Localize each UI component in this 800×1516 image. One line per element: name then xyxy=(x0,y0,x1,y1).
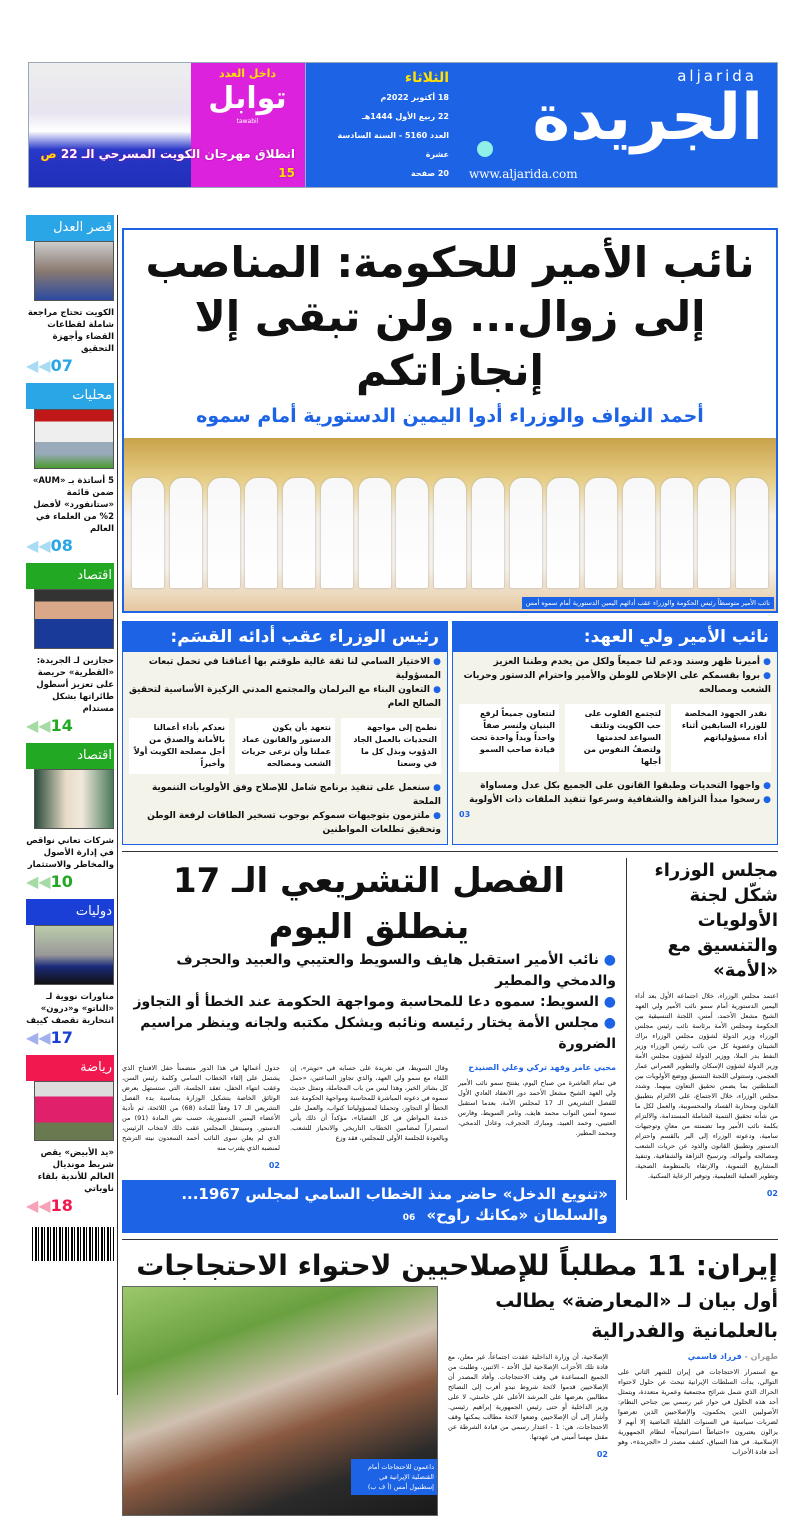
bullet: ● بروا بقسمكم على الإخلاص للوطن والأمير واحترام الدستور وحريات الشعب ومصالحه xyxy=(459,669,771,697)
parliament-story xyxy=(122,858,626,1233)
lead-headline-line1[interactable]: نائب الأمير للحكومة: المناصب xyxy=(145,238,755,287)
date-hijri: 22 ربيع الأول 1444هـ xyxy=(362,112,449,121)
photo-figures xyxy=(132,478,768,588)
sidebar-teaser[interactable] xyxy=(26,383,114,555)
section-label: اقتصاد xyxy=(26,563,114,589)
bullet: ● نائب الأمير استقبل هايف والسويط والعتيبي والعبيد والحجرف والدمخي والمطير xyxy=(122,950,616,992)
arrows-icon: ◀◀ xyxy=(26,536,51,555)
bullet: ● أميرنا ظهر وسند ودعم لنا جميعاً ولكل من يخدم وطننا العزيز xyxy=(459,655,771,669)
sidebar-teaser[interactable] xyxy=(26,215,114,375)
bullet: ● سنعمل على تنفيذ برنامج شامل للإصلاح وفق الأولويات التنموية الملحة xyxy=(129,781,441,809)
quote: لتجتمع القلوب على حب الكويت وتلتف السواعد لخدمتها ولتصفُ النفوس من أجلها xyxy=(565,704,665,772)
page-ref[interactable] xyxy=(26,357,114,375)
sidebar-teaser[interactable] xyxy=(26,563,114,735)
masthead xyxy=(28,62,778,197)
page-ref[interactable] xyxy=(26,717,114,735)
crown-prince-box xyxy=(452,621,778,845)
cabinet-body: اعتمد مجلس الوزراء، خلال اجتماعه الأول بعد أداء اليمين الدستورية أمام سمو نائب الأمير ولي العهد الشيخ مشعل الأحمد، أمس، اللجنة التنسيقية بين الحكومة ومجلس الأمة برئاسة نائب رئيس مجلس الوزراء وزير الدولة لشؤون مجلس الوزراء براك الشيتان وعضوية كل من نائب رئيس الوزراء وزير النفط بدر الملا، ووزير الدولة لشؤون مجلس الأمة وزير الدولة لشؤون الإسكان والتطوير العمراني عمار العجمي، وستتولى اللجنة التنسيق ووضع الأولويات بين السلطتين بما يضمن تحقيق التعاون بينهما. وشدد مجلس الوزراء، خلال الاجتماع، على الالتزام بتطبيق القانون ومحاربة الفساد والمحسوبية، والعمل لكل ما من شأنه تحقيق التنمية الشاملة المستدامة، والالتزام بكلمة نائب الأمير وما تضمنته من معانٍ وتوجيهات سامية، ودعوته الوزراء إلى البر بالقسم واحترام الدستور وتطبيق القانون والذود عن حريات الشعب ومصالحه وأمواله، وترسيخ النزاهة والشفافية، وتنفيذ المشاريع التنموية، والارتقاء بالمنظومة الصحية، وتطوير العملية التعليمية، وتوفير الرعاية السكنية. xyxy=(635,992,778,1180)
inside-caption-text: انطلاق مهرجان الكويت المسرحي الـ 22 xyxy=(60,147,295,161)
barcode xyxy=(32,1227,114,1261)
cabinet-headline[interactable]: مجلس الوزراء شكّل لجنة الأولويات والتنسيق مع «الأمة» xyxy=(654,860,778,981)
tawabil-latin: tawabil xyxy=(236,118,259,125)
bullet: ● مجلس الأمة يختار رئيسه ونائبه ويشكل مكتبه ولجانه وينظر مراسيم الضرورة xyxy=(122,1013,616,1055)
parliament-section xyxy=(122,858,778,1233)
photo-caption: داعمون للاحتجاجات أمام القنصلية الإيرانية في إسطنبول أمس (أ ف ب) xyxy=(351,1459,437,1495)
teaser-headline: الكويت تحتاج مراجعة شاملة لقطاعات القضاء وأجهزة التحقيق xyxy=(27,308,114,354)
iran-headline[interactable]: إيران: 11 مطلباً للإصلاحيين لاحتواء الاحتجاجات xyxy=(136,1249,778,1282)
bullet: ● السويط: سموه دعا للمحاسبة ومواجهة الحكومة عند الخطأ أو التجاوز xyxy=(122,992,616,1013)
page-number: 08 xyxy=(50,536,73,555)
sidebar-teaser[interactable] xyxy=(26,899,114,1047)
arrows-icon: ◀◀ xyxy=(26,872,51,891)
box-title: نائب الأمير ولي العهد: xyxy=(453,622,777,652)
banner-text: «تنويع الدخل» حاضر منذ الخطاب السامي لمجلس 1967... والسلطان «مكانك راوح» xyxy=(181,1185,608,1224)
logo-dot-icon xyxy=(477,141,493,157)
teaser-photo xyxy=(34,241,114,301)
section-label: اقتصاد xyxy=(26,743,114,769)
teaser-photo xyxy=(34,769,114,829)
page-number: 18 xyxy=(50,1196,73,1215)
lead-headline-line2[interactable]: إلى زوال... ولن تبقى إلا إنجازاتكم xyxy=(194,292,706,395)
iran-protest-photo xyxy=(122,1286,438,1516)
quote: لنتعاون جميعاً لرفع البنيان ولنسر صفاً واحداً ويداً واحدة تحت قيادة صاحب السمو xyxy=(459,704,559,772)
byline-city: طهران - xyxy=(744,1352,778,1361)
sidebar xyxy=(26,215,114,1261)
issue-day: الثلاثاء xyxy=(404,70,449,86)
iran-subhead: أول بيان لـ «المعارضة» يطالب بالعلمانية والفدرالية xyxy=(495,1290,778,1342)
article-column: وقال السويط، في تغريدة على حسابه في «تويتر»، إن اللقاء مع سمو ولي العهد، والذي تجاوز الساعتين، «حمل كل بشائر الخير، وهذا ليس من باب المجاملة، وتمثل حديث سموه في دعوته المباشرة للمحاسبة ومواجهة الحكومة عند الخطأ أو التجاوز، وتحملنا لمسؤولياتنا كنواب، والعمل على خدمة المواطن في كل القضايا»، مؤكداً أن ذلك يأتي استمراراً لمضامين الخطاب التاريخي والانحياز للشعب. وبالعودة للجلسة الأولى للمجلس، فقد وزع xyxy=(290,1064,448,1142)
page-ref[interactable] xyxy=(26,537,114,555)
divider xyxy=(117,215,118,1395)
page-ref[interactable]: 02 xyxy=(766,1189,778,1198)
page-number: 07 xyxy=(50,356,73,375)
page-ref: 06 xyxy=(402,1213,416,1223)
income-banner[interactable] xyxy=(122,1180,616,1233)
tawabil-brand: توابل xyxy=(208,81,287,116)
bullet: ● الاختيار السامي لنا ثقة غالية طوقتم بها أعناقنا في تحمل تبعات المسؤولية xyxy=(129,655,441,683)
issue-info xyxy=(305,63,455,197)
teaser-photo xyxy=(34,409,114,469)
page-number: 14 xyxy=(50,716,73,735)
lead-subhead: أحمد النواف والوزراء أدوا اليمين الدستورية أمام سموه xyxy=(196,405,704,427)
teaser-photo xyxy=(34,589,114,649)
page-ref[interactable]: 03 xyxy=(459,810,471,819)
teaser-headline: مناورات نووية لـ «الناتو» و«درون» انتحارية تقصف كييف xyxy=(26,992,114,1026)
page-ref[interactable]: 02 xyxy=(268,1161,280,1170)
arrows-icon: ◀◀ xyxy=(26,716,51,735)
bullet: ● ملتزمون بتوجيهات سموكم بوجوب تسخير الطاقات لرفعة الوطن وتحقيق تطلعات المواطنين xyxy=(129,809,441,837)
logo-latin: aljarida xyxy=(677,67,757,85)
main-column xyxy=(122,228,778,1516)
page-ref[interactable]: 02 xyxy=(596,1450,608,1459)
box-title: رئيس الوزراء عقب أدائه القسَم: xyxy=(123,622,447,652)
iran-story xyxy=(448,1286,778,1461)
logo-arabic: الجريدة xyxy=(532,81,763,155)
section-label: دوليات xyxy=(26,899,114,925)
quote: نتعهد بأن يكون الدستور والقانون عماد عملنا وأن نرعى حريات الشعب ومصالحه xyxy=(235,718,335,774)
bullet: ● رسخوا مبدأ النزاهة والشفافية وسرعوا تنفيذ الملفات ذات الأولوية xyxy=(459,793,771,807)
section-label: محليات xyxy=(26,383,114,409)
sidebar-teaser[interactable] xyxy=(26,1055,114,1215)
website-url[interactable]: www.aljarida.com xyxy=(469,167,578,181)
quote: نقدر الجهود المخلصة للوزراء السابقين أثناء أداء مسؤولياتهم xyxy=(671,704,771,772)
section-label: قصر العدل xyxy=(26,215,114,241)
lead-story xyxy=(122,228,778,438)
inside-label: داخل العدد xyxy=(218,67,277,80)
article-column: في تمام العاشرة من صباح اليوم، يفتتح سمو نائب الأمير ولي العهد الشيخ مشعل الأحمد دور الانعقاد العادي الأول للفصل التشريعي الـ 17 لمجلس الأمة، بعدما استقبل سموه أمس النواب محمد هايف، وثامر السويط، وفارس العتيبي، وحمد العبيد، ومبارك الحجرف، وعادل الدمخي، ومحمد المطير. xyxy=(458,1079,616,1137)
cabinet-story xyxy=(626,858,778,1200)
parliament-bullets xyxy=(122,950,616,1055)
article-column: جدول أعمالها في هذا الدور متضمناً حفل الافتتاح الذي يشتمل على إلقاء الخطاب السامي وكلمة رئيس السن، وعقب انتهاء الحفل، تعقد الجلسة، التي ستستهل بعرض الوثائق الخاصة بتشكيل الوزارة بمناسبة بدء الفصل التشريعي الـ 17 وفقاً للمادة (68) من اللائحة، ثم تأدية الأعضاء اليمين الدستورية، حسب نص المادة (91) من الدستور. وسينتقل المجلس عقب ذلك لانتخاب الرئيس، الذي لم يعلن سوى النائب أحمد السعدون نيته الترشح لمنصبه الذي يقترب منه xyxy=(122,1064,280,1152)
lead-photo xyxy=(122,438,778,613)
issue-number: العدد 5160 - السنة السادسة عشرة xyxy=(337,131,449,159)
date-gregorian: 18 أكتوبر 2022م xyxy=(380,93,449,102)
quote: نعدكم بأداء أعمالنا بالأمانة والصدق من أجل مصلحة الكويت أولاً وأخيراً xyxy=(129,718,229,774)
parliament-headline[interactable]: الفصل التشريعي الـ 17 ينطلق اليوم xyxy=(172,861,566,947)
divider xyxy=(122,1239,778,1240)
quote: نطمح إلى مواجهة التحديات بالعمل الجاد الدؤوب وبذل كل ما في وسعنا xyxy=(341,718,441,774)
bullet: ● التعاون البناء مع البرلمان والمجتمع المدني الركيزة الأساسية لتحقيق الصالح العام xyxy=(129,683,441,711)
page-ref[interactable] xyxy=(26,873,114,891)
section-label: رياضة xyxy=(26,1055,114,1081)
sidebar-teaser[interactable] xyxy=(26,743,114,891)
page-number: 17 xyxy=(50,1028,73,1047)
arrows-icon: ◀◀ xyxy=(26,1196,51,1215)
article-column: مع استمرار الاحتجاجات في إيران للشهر الثاني على التوالي، بدأت السلطات الإيرانية تبحث عن حلول لاحتواء الحراك الذي شمل شرائح مجتمعية وعمرية متعددة، ويتمثل أحد هذه الحلول في حوار غير رسمي بين جناحي النظام: الأصوليين الذين يحكمون، والإصلاحيين الذين تعرضوا لضربات سياسية في السنوات القليلة الماضية إلا أنهم لا يزالون يعتبرون «احتياطاً استراتيجياً» لنظام الجمهورية الإسلامية. في هذا السياق، كشف مصدر لـ «الجريدة»، وهو أحد قادة الأحزاب xyxy=(618,1368,778,1456)
article-column: الإصلاحية، أن وزارة الداخلية عقدت اجتماعاً، غير معلن، مع قادة تلك الأحزاب الإصلاحية ليل الأحد - الاثنين، وطلبت من الجميع المساعدة في وقف الاحتجاجات. وأفاد المصدر أن الإصلاحيين قدموا لائحة شروط تبدو أقرب إلى النصائح مطالبين بعرضها على المرشد الأعلى علي خامنئي، لا على وزير الداخلية أو حتى رئيس الجمهورية إبراهيم رئيسي. وأشار إلى أن الإصلاحيين وضعوا لائحة مطالب يمكنها وقف الاحتجاجات، هي: 1 - اعتذار رسمي من قيادة الشرطة عن مقتل مهسا أميني في عهدتها. xyxy=(448,1353,608,1441)
lead-photo-caption: نائب الأمير متوسطاً رئيس الحكومة والوزراء عقب أدائهم اليمين الدستورية أمام سموه أمس xyxy=(522,597,774,609)
inside-promo-caption[interactable] xyxy=(29,145,299,183)
teaser-photo xyxy=(34,925,114,985)
quote-boxes xyxy=(122,621,778,845)
divider xyxy=(122,851,778,852)
teaser-headline: «يد الأبيض» يقص شريط مونديال العالم للأندية بلقاء ناوباتي xyxy=(37,1148,114,1194)
arrows-icon: ◀◀ xyxy=(26,1028,51,1047)
price: السعر 100 فلس xyxy=(383,188,449,197)
bullet: ● واجهوا التحديات وطبقوا القانون على الجميع بكل عدل ومساواة xyxy=(459,779,771,793)
arrows-icon: ◀◀ xyxy=(26,356,51,375)
page-ref[interactable] xyxy=(26,1197,114,1215)
teaser-headline: حجازين لـ الجريدة: «القطرية» حريصة على تعزيز أسطول طائراتها بشكل مستدام xyxy=(36,656,114,714)
byline-name: فرزاد قاسمي xyxy=(687,1352,742,1361)
logo[interactable] xyxy=(455,63,777,187)
inside-page: ص 15 xyxy=(40,147,295,180)
byline: محيي عامر وفهد تركي وعلي الصنيدح xyxy=(468,1063,616,1072)
teaser-headline: 5 أساتذة بـ «AUM» ضمن قائمة «ستانفورد» لأفضل 2% من العلماء في العالم xyxy=(32,476,114,534)
prime-minister-box xyxy=(122,621,448,845)
parliament-body xyxy=(122,1063,616,1172)
page-count: 20 صفحة xyxy=(410,169,449,178)
teaser-headline: شركات تعاني نواقص في إدارة الأصول والمخاطر والاستثمار xyxy=(26,836,114,870)
page-number: 10 xyxy=(50,872,73,891)
iran-section xyxy=(122,1286,778,1516)
page-ref[interactable] xyxy=(26,1029,114,1047)
teaser-photo xyxy=(34,1081,114,1141)
